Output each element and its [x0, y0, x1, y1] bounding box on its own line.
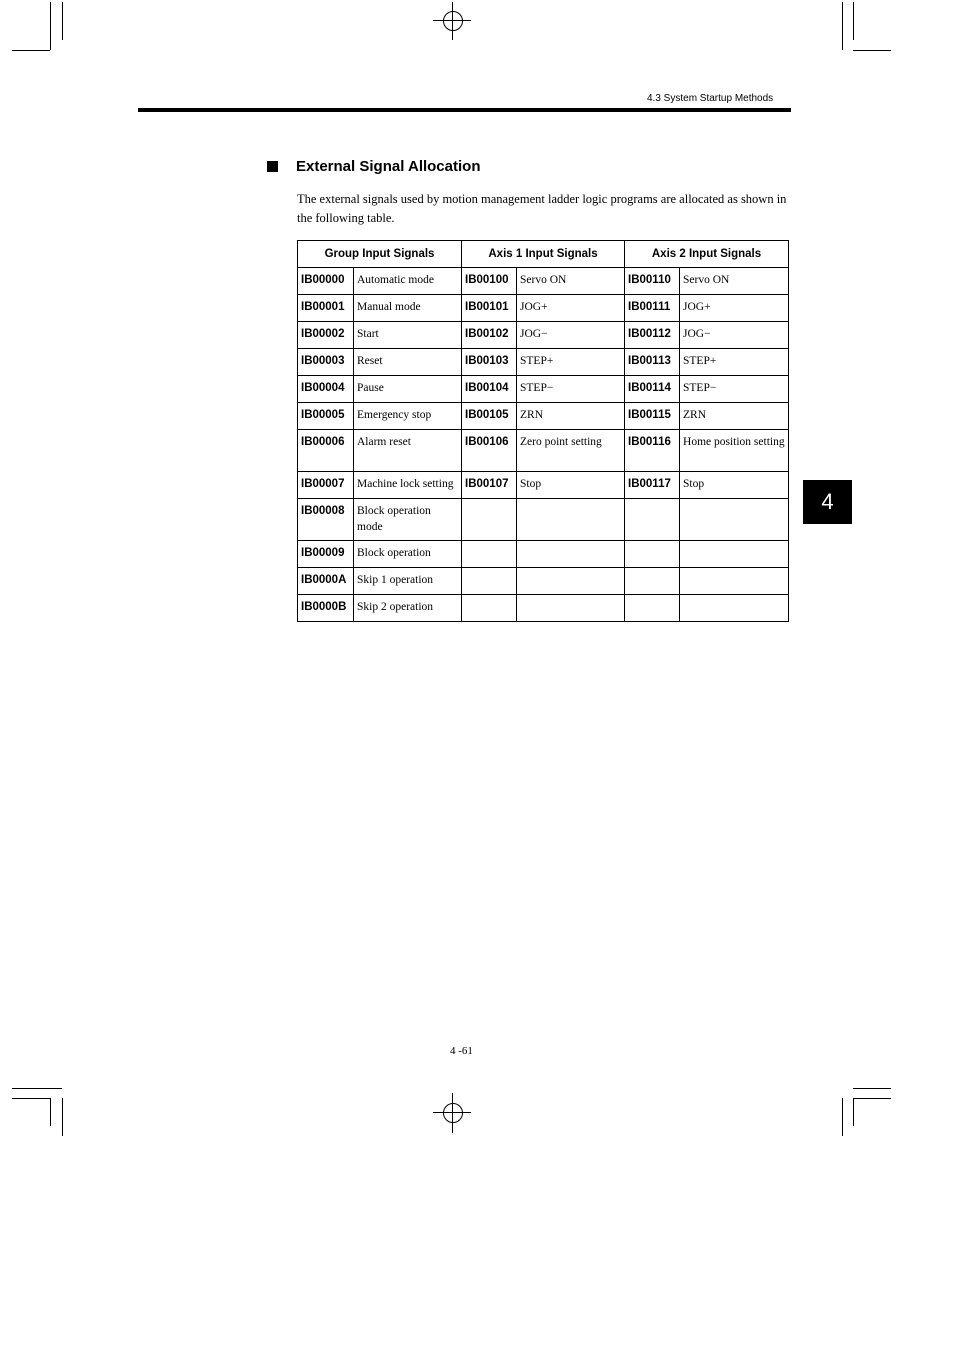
table-row	[298, 268, 789, 295]
chapter-tab: 4	[803, 480, 852, 524]
group-desc-cell: Automatic mode	[354, 268, 462, 295]
table-row	[298, 295, 789, 322]
group-code-cell: IB00005	[298, 403, 354, 430]
axis2-desc-cell	[680, 499, 789, 541]
axis1-desc-cell: JOG−	[517, 322, 625, 349]
axis2-code-cell	[625, 595, 680, 622]
group-desc-cell: Skip 2 operation	[354, 595, 462, 622]
axis1-desc-cell: STEP+	[517, 349, 625, 376]
group-code-cell: IB00001	[298, 295, 354, 322]
group-code-cell: IB00004	[298, 376, 354, 403]
group-desc-cell: Block operation mode	[354, 499, 462, 541]
section-heading	[267, 158, 480, 175]
group-desc-cell: Manual mode	[354, 295, 462, 322]
axis1-code-cell: IB00103	[462, 349, 517, 376]
axis1-desc-cell: JOG+	[517, 295, 625, 322]
axis1-code-cell: IB00106	[462, 430, 517, 472]
group-desc-cell: Start	[354, 322, 462, 349]
axis1-desc-cell	[517, 499, 625, 541]
axis1-code-cell	[462, 568, 517, 595]
table-row	[298, 568, 789, 595]
axis2-desc-cell: JOG−	[680, 322, 789, 349]
axis1-code-cell	[462, 499, 517, 541]
group-desc-cell: Alarm reset	[354, 430, 462, 472]
axis2-desc-cell: Stop	[680, 472, 789, 499]
axis1-code-cell: IB00102	[462, 322, 517, 349]
axis1-desc-cell: STEP−	[517, 376, 625, 403]
group-desc-cell: Block operation	[354, 541, 462, 568]
group-desc-cell: Reset	[354, 349, 462, 376]
axis2-desc-cell: Servo ON	[680, 268, 789, 295]
intro-paragraph: The external signals used by motion management ladder logic programs are allocated as shown in the following table.	[297, 192, 787, 225]
group-code-cell: IB00008	[298, 499, 354, 541]
axis2-code-cell: IB00113	[625, 349, 680, 376]
axis2-code-cell	[625, 499, 680, 541]
group-desc-cell: Pause	[354, 376, 462, 403]
table-row	[298, 541, 789, 568]
table-row	[298, 499, 789, 541]
axis2-code-cell: IB00110	[625, 268, 680, 295]
axis2-desc-cell	[680, 541, 789, 568]
axis2-code-cell: IB00114	[625, 376, 680, 403]
axis2-desc-cell	[680, 595, 789, 622]
running-header: 4.3 System Startup Methods	[647, 93, 774, 104]
axis1-code-cell: IB00100	[462, 268, 517, 295]
group-code-cell: IB00007	[298, 472, 354, 499]
axis1-desc-cell: Servo ON	[517, 268, 625, 295]
group-code-cell: IB0000B	[298, 595, 354, 622]
axis2-code-cell: IB00115	[625, 403, 680, 430]
axis1-code-cell: IB00101	[462, 295, 517, 322]
group-code-cell: IB00003	[298, 349, 354, 376]
header-axis1-input: Axis 1 Input Signals	[462, 241, 625, 268]
axis2-desc-cell: JOG+	[680, 295, 789, 322]
axis1-code-cell: IB00107	[462, 472, 517, 499]
header-axis2-input: Axis 2 Input Signals	[625, 241, 789, 268]
section-title: External Signal Allocation	[296, 158, 481, 175]
axis1-desc-cell: Zero point setting	[517, 430, 625, 472]
table-row	[298, 376, 789, 403]
table-row	[298, 322, 789, 349]
axis2-code-cell	[625, 568, 680, 595]
axis2-desc-cell: Home position setting	[680, 430, 789, 472]
page-number: 4 -61	[450, 1045, 473, 1057]
signal-allocation-table	[297, 240, 789, 622]
axis2-desc-cell: ZRN	[680, 403, 789, 430]
axis1-code-cell: IB00105	[462, 403, 517, 430]
axis2-code-cell: IB00117	[625, 472, 680, 499]
axis2-desc-cell: STEP+	[680, 349, 789, 376]
group-desc-cell: Skip 1 operation	[354, 568, 462, 595]
axis2-code-cell: IB00111	[625, 295, 680, 322]
axis2-code-cell: IB00116	[625, 430, 680, 472]
axis2-code-cell: IB00112	[625, 322, 680, 349]
axis2-desc-cell: STEP−	[680, 376, 789, 403]
table-row	[298, 595, 789, 622]
group-code-cell: IB00009	[298, 541, 354, 568]
table-row	[298, 403, 789, 430]
group-code-cell: IB0000A	[298, 568, 354, 595]
axis1-code-cell: IB00104	[462, 376, 517, 403]
group-code-cell: IB00006	[298, 430, 354, 472]
square-bullet-icon	[267, 161, 278, 172]
axis2-code-cell	[625, 541, 680, 568]
axis1-desc-cell	[517, 595, 625, 622]
axis1-desc-cell	[517, 568, 625, 595]
axis1-desc-cell: Stop	[517, 472, 625, 499]
group-code-cell: IB00000	[298, 268, 354, 295]
table-header-row	[298, 241, 789, 268]
group-desc-cell: Machine lock setting	[354, 472, 462, 499]
table-row	[298, 472, 789, 499]
axis1-code-cell	[462, 541, 517, 568]
table-row	[298, 349, 789, 376]
group-code-cell: IB00002	[298, 322, 354, 349]
axis1-code-cell	[462, 595, 517, 622]
group-desc-cell: Emergency stop	[354, 403, 462, 430]
header-rule	[138, 108, 791, 112]
axis2-desc-cell	[680, 568, 789, 595]
header-group-input: Group Input Signals	[298, 241, 462, 268]
axis1-desc-cell: ZRN	[517, 403, 625, 430]
axis1-desc-cell	[517, 541, 625, 568]
table-row	[298, 430, 789, 472]
